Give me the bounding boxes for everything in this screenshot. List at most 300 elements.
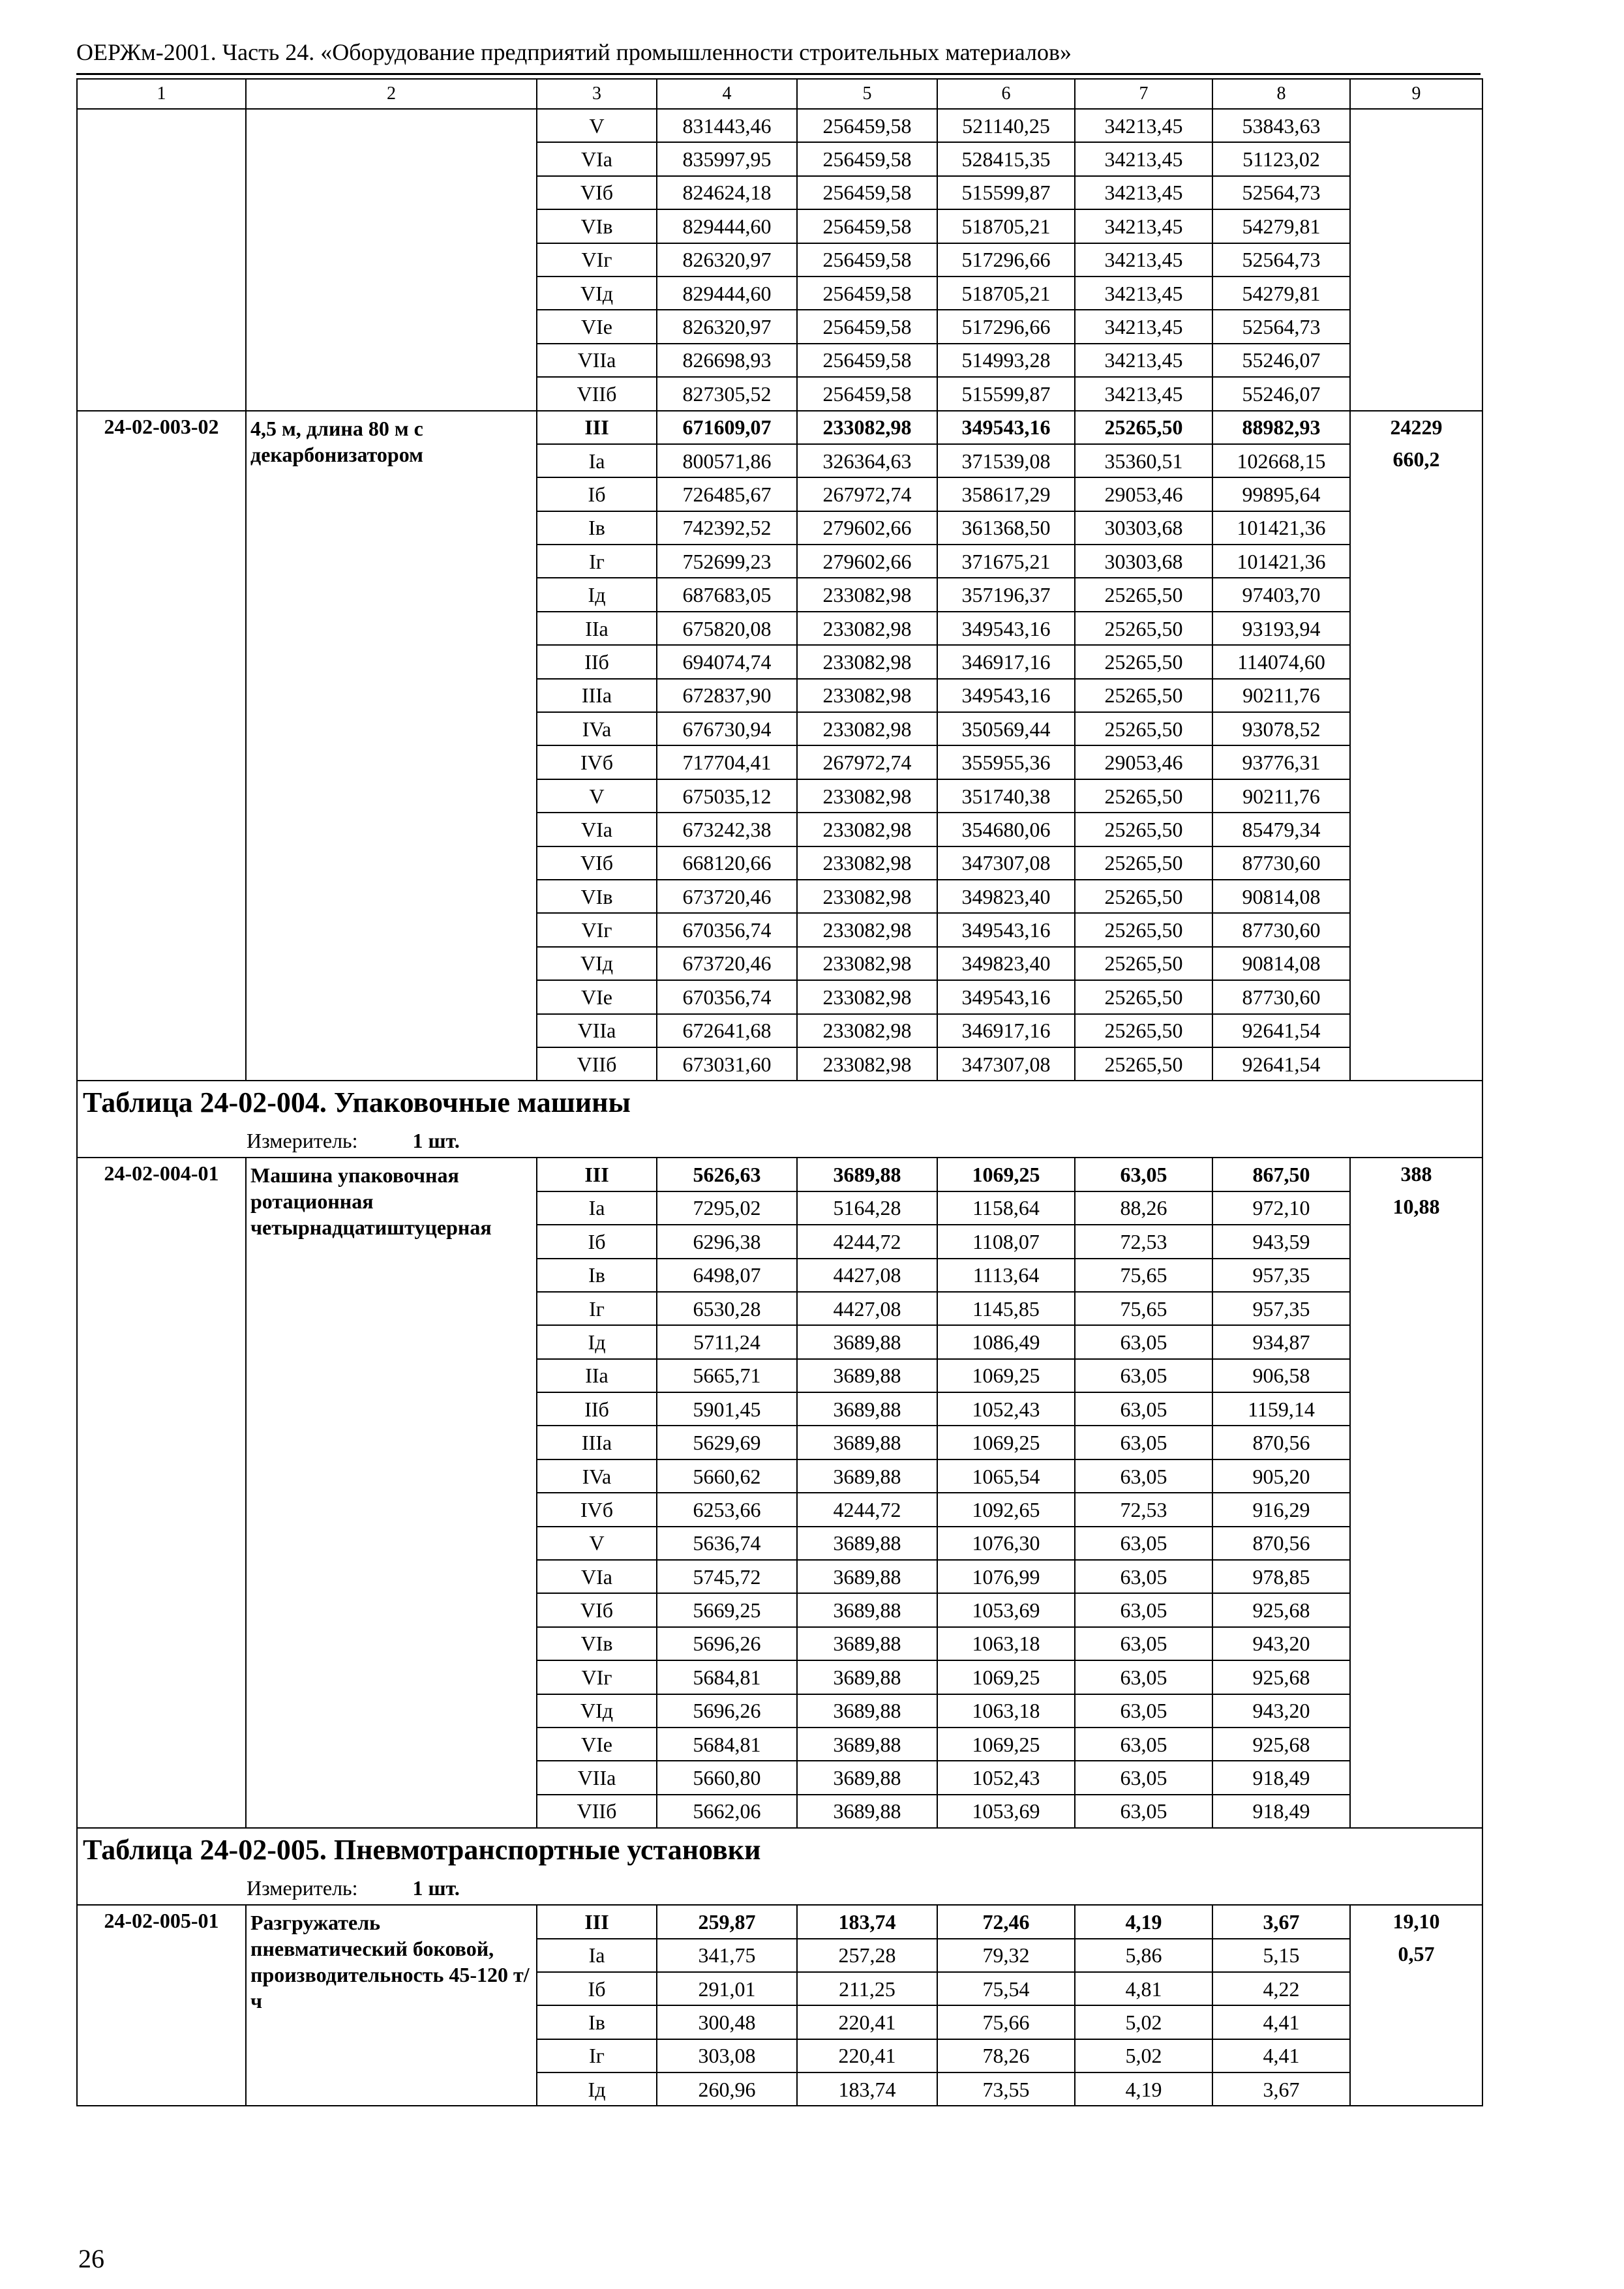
zone-code: Iд (537, 578, 657, 611)
value-cell: 25265,50 (1075, 612, 1212, 645)
value-cell: 6498,07 (657, 1259, 797, 1292)
value-cell: 75,66 (937, 2005, 1075, 2039)
unit-cell (77, 1872, 1482, 1905)
zone-code: VIIa (537, 1014, 657, 1047)
zone-code: Iб (537, 1972, 657, 2005)
value-cell: 291,01 (657, 1972, 797, 2005)
value-cell: 99895,64 (1212, 477, 1350, 511)
value-cell: 726485,67 (657, 477, 797, 511)
value-cell: 53843,63 (1212, 109, 1350, 142)
section-title: Таблица 24-02-005. Пневмотранспортные установки (77, 1828, 1482, 1872)
value-cell: 256459,58 (797, 109, 937, 142)
value-cell: 371539,08 (937, 444, 1075, 477)
zone-code: IVб (537, 745, 657, 779)
value-cell: 3689,88 (797, 1560, 937, 1593)
value-cell: 73,55 (937, 2072, 1075, 2106)
value-cell: 687683,05 (657, 578, 797, 611)
zone-code: VIд (537, 947, 657, 980)
value-cell: 517296,66 (937, 243, 1075, 277)
value-cell: 3689,88 (797, 1527, 937, 1560)
value-cell: 1159,14 (1212, 1392, 1350, 1426)
unit-cell (77, 1124, 1482, 1158)
column-number: 8 (1212, 79, 1350, 109)
value-cell: 63,05 (1075, 1158, 1212, 1191)
value-cell: 54279,81 (1212, 209, 1350, 243)
value-cell: 349823,40 (937, 880, 1075, 913)
extra-values (1350, 1158, 1482, 1828)
value-cell: 233082,98 (797, 679, 937, 712)
zone-code: Iб (537, 1225, 657, 1258)
value-cell: 72,53 (1075, 1493, 1212, 1526)
value-cell: 5636,74 (657, 1527, 797, 1560)
zone-code: Iд (537, 1325, 657, 1358)
value-cell: 673242,38 (657, 813, 797, 846)
value-cell: 233082,98 (797, 1047, 937, 1081)
section-title-row (77, 1828, 1482, 1872)
value-cell: 672641,68 (657, 1014, 797, 1047)
extra-value: 19,10 (1392, 1909, 1440, 1934)
value-cell: 35360,51 (1075, 444, 1212, 477)
value-cell: 347307,08 (937, 1047, 1075, 1081)
value-cell: 347307,08 (937, 846, 1075, 880)
zone-code: Ia (537, 1939, 657, 1972)
column-number-row (77, 79, 1482, 109)
value-cell: 1086,49 (937, 1325, 1075, 1358)
zone-code: VIе (537, 310, 657, 343)
column-number: 4 (657, 79, 797, 109)
value-cell: 1052,43 (937, 1392, 1075, 1426)
zone-code: VIб (537, 176, 657, 209)
value-cell: 256459,58 (797, 344, 937, 377)
value-cell: 233082,98 (797, 813, 937, 846)
zone-code: IIб (537, 645, 657, 678)
value-cell: 1065,54 (937, 1459, 1075, 1493)
value-cell: 34213,45 (1075, 377, 1212, 410)
value-cell: 34213,45 (1075, 142, 1212, 175)
value-cell: 326364,63 (797, 444, 937, 477)
value-cell: 1052,43 (937, 1761, 1075, 1794)
value-cell: 361368,50 (937, 511, 1075, 545)
zone-code: VIд (537, 1694, 657, 1728)
column-number: 7 (1075, 79, 1212, 109)
zone-code: VIв (537, 209, 657, 243)
value-cell: 63,05 (1075, 1728, 1212, 1761)
zone-code: VIд (537, 277, 657, 310)
value-cell: 3,67 (1212, 2072, 1350, 2106)
value-cell: 5,02 (1075, 2005, 1212, 2039)
value-cell: 1053,69 (937, 1795, 1075, 1828)
value-cell: 972,10 (1212, 1191, 1350, 1225)
zone-code: VIв (537, 1627, 657, 1660)
zone-code: Iв (537, 511, 657, 545)
value-cell: 5,02 (1075, 2039, 1212, 2072)
value-cell: 25265,50 (1075, 846, 1212, 880)
value-cell: 4427,08 (797, 1259, 937, 1292)
value-cell: 518705,21 (937, 277, 1075, 310)
value-cell: 3689,88 (797, 1694, 937, 1728)
value-cell: 354680,06 (937, 813, 1075, 846)
header-rule (76, 73, 1481, 75)
value-cell: 233082,98 (797, 846, 937, 880)
value-cell: 826698,93 (657, 344, 797, 377)
zone-code: VIб (537, 1593, 657, 1626)
column-number: 1 (77, 79, 246, 109)
value-cell: 25265,50 (1075, 779, 1212, 813)
zone-code: V (537, 109, 657, 142)
value-cell: 34213,45 (1075, 176, 1212, 209)
value-cell: 92641,54 (1212, 1014, 1350, 1047)
value-cell: 800571,86 (657, 444, 797, 477)
value-cell: 346917,16 (937, 1014, 1075, 1047)
value-cell: 3689,88 (797, 1158, 937, 1191)
value-cell: 673031,60 (657, 1047, 797, 1081)
table-row (77, 411, 1482, 444)
value-cell: 349543,16 (937, 612, 1075, 645)
value-cell: 5901,45 (657, 1392, 797, 1426)
value-cell: 371675,21 (937, 545, 1075, 578)
zone-code: VIIa (537, 344, 657, 377)
value-cell: 90814,08 (1212, 947, 1350, 980)
value-cell: 63,05 (1075, 1426, 1212, 1459)
value-cell: 25265,50 (1075, 578, 1212, 611)
value-cell: 72,53 (1075, 1225, 1212, 1258)
value-cell: 75,54 (937, 1972, 1075, 2005)
zone-code: VIIa (537, 1761, 657, 1794)
value-cell: 257,28 (797, 1939, 937, 1972)
value-cell: 1158,64 (937, 1191, 1075, 1225)
value-cell: 515599,87 (937, 377, 1075, 410)
page-header: ОЕРЖм-2001. Часть 24. «Оборудование предприятий промышленности строительных материалов» (76, 39, 1072, 65)
value-cell: 102668,15 (1212, 444, 1350, 477)
value-cell: 1069,25 (937, 1426, 1075, 1459)
value-cell: 521140,25 (937, 109, 1075, 142)
value-cell: 25265,50 (1075, 913, 1212, 946)
value-cell: 5,15 (1212, 1939, 1350, 1972)
value-cell: 233082,98 (797, 411, 937, 444)
value-cell: 256459,58 (797, 377, 937, 410)
zone-code: Iг (537, 2039, 657, 2072)
value-cell: 3689,88 (797, 1392, 937, 1426)
value-cell: 829444,60 (657, 209, 797, 243)
section-title-row (77, 1081, 1482, 1124)
value-cell: 349543,16 (937, 980, 1075, 1013)
value-cell: 831443,46 (657, 109, 797, 142)
zone-code: IVa (537, 712, 657, 745)
value-cell: 1069,25 (937, 1158, 1075, 1191)
value-cell: 259,87 (657, 1905, 797, 1938)
value-cell: 233082,98 (797, 980, 937, 1013)
zone-code: Ia (537, 444, 657, 477)
value-cell: 925,68 (1212, 1728, 1350, 1761)
value-cell: 957,35 (1212, 1292, 1350, 1325)
value-cell: 55246,07 (1212, 344, 1350, 377)
value-cell: 256459,58 (797, 243, 937, 277)
value-cell: 1069,25 (937, 1359, 1075, 1392)
zone-code: VIIб (537, 377, 657, 410)
value-cell: 978,85 (1212, 1560, 1350, 1593)
value-cell: 25265,50 (1075, 813, 1212, 846)
value-cell: 957,35 (1212, 1259, 1350, 1292)
value-cell: 829444,60 (657, 277, 797, 310)
value-cell: 267972,74 (797, 477, 937, 511)
rate-name: Машина упаковочная ротационная четырнадцатиштуцерная (246, 1158, 537, 1828)
extra-values (1350, 411, 1482, 1081)
value-cell: 279602,66 (797, 511, 937, 545)
value-cell: 4,81 (1075, 1972, 1212, 2005)
value-cell: 97403,70 (1212, 578, 1350, 611)
value-cell: 75,65 (1075, 1259, 1212, 1292)
value-cell: 835997,95 (657, 142, 797, 175)
value-cell: 4,19 (1075, 1905, 1212, 1938)
value-cell: 93193,94 (1212, 612, 1350, 645)
value-cell: 355955,36 (937, 745, 1075, 779)
value-cell: 870,56 (1212, 1426, 1350, 1459)
value-cell: 5696,26 (657, 1627, 797, 1660)
value-cell: 670356,74 (657, 980, 797, 1013)
value-cell: 63,05 (1075, 1392, 1212, 1426)
value-cell: 341,75 (657, 1939, 797, 1972)
zone-code: VIa (537, 1560, 657, 1593)
value-cell: 905,20 (1212, 1459, 1350, 1493)
column-number: 5 (797, 79, 937, 109)
table-body (77, 79, 1482, 2106)
value-cell: 1145,85 (937, 1292, 1075, 1325)
value-cell: 827305,52 (657, 377, 797, 410)
value-cell: 3689,88 (797, 1795, 937, 1828)
value-cell: 34213,45 (1075, 109, 1212, 142)
value-cell: 25265,50 (1075, 712, 1212, 745)
value-cell: 1069,25 (937, 1728, 1075, 1761)
value-cell: 25265,50 (1075, 645, 1212, 678)
value-cell: 5711,24 (657, 1325, 797, 1358)
value-cell: 25265,50 (1075, 880, 1212, 913)
value-cell: 233082,98 (797, 712, 937, 745)
zone-code: VIIб (537, 1047, 657, 1081)
value-cell: 25265,50 (1075, 1047, 1212, 1081)
value-cell: 63,05 (1075, 1660, 1212, 1694)
value-cell: 101421,36 (1212, 511, 1350, 545)
value-cell: 1063,18 (937, 1694, 1075, 1728)
value-cell: 233082,98 (797, 880, 937, 913)
value-cell: 55246,07 (1212, 377, 1350, 410)
value-cell: 233082,98 (797, 612, 937, 645)
value-cell: 1113,64 (937, 1259, 1075, 1292)
unit-label: Измеритель: (247, 1876, 358, 1900)
rate-name (246, 109, 537, 411)
zone-code: Ia (537, 1191, 657, 1225)
value-cell: 670356,74 (657, 913, 797, 946)
zone-code: IIIa (537, 1426, 657, 1459)
zone-code: VIIб (537, 1795, 657, 1828)
unit-value: 1 шт. (412, 1876, 460, 1900)
value-cell: 93078,52 (1212, 712, 1350, 745)
extra-value: 388 (1400, 1162, 1432, 1186)
value-cell: 211,25 (797, 1972, 937, 2005)
value-cell: 63,05 (1075, 1627, 1212, 1660)
extra-values (1350, 1905, 1482, 2106)
extra-value: 24229 (1390, 415, 1443, 439)
value-cell: 63,05 (1075, 1593, 1212, 1626)
value-cell: 518705,21 (937, 209, 1075, 243)
zone-code: VIг (537, 243, 657, 277)
value-cell: 34213,45 (1075, 310, 1212, 343)
extra-value: 660,2 (1392, 447, 1440, 471)
value-cell: 672837,90 (657, 679, 797, 712)
value-cell: 183,74 (797, 1905, 937, 1938)
value-cell: 351740,38 (937, 779, 1075, 813)
zone-code: Iд (537, 2072, 657, 2106)
table-row (77, 1158, 1482, 1191)
value-cell: 673720,46 (657, 880, 797, 913)
value-cell: 233082,98 (797, 1014, 937, 1047)
value-cell: 25265,50 (1075, 1014, 1212, 1047)
value-cell: 256459,58 (797, 310, 937, 343)
zone-code: Iв (537, 1259, 657, 1292)
value-cell: 824624,18 (657, 176, 797, 209)
value-cell: 3,67 (1212, 1905, 1350, 1938)
value-cell: 5660,62 (657, 1459, 797, 1493)
value-cell: 916,29 (1212, 1493, 1350, 1526)
value-cell: 92641,54 (1212, 1047, 1350, 1081)
value-cell: 357196,37 (937, 578, 1075, 611)
value-cell: 63,05 (1075, 1694, 1212, 1728)
value-cell: 52564,73 (1212, 176, 1350, 209)
value-cell: 233082,98 (797, 578, 937, 611)
value-cell: 528415,35 (937, 142, 1075, 175)
value-cell: 1069,25 (937, 1660, 1075, 1694)
value-cell: 51123,02 (1212, 142, 1350, 175)
value-cell: 34213,45 (1075, 344, 1212, 377)
value-cell: 906,58 (1212, 1359, 1350, 1392)
value-cell: 717704,41 (657, 745, 797, 779)
value-cell: 233082,98 (797, 947, 937, 980)
value-cell: 5,86 (1075, 1939, 1212, 1972)
value-cell: 5660,80 (657, 1761, 797, 1794)
zone-code: IIa (537, 1359, 657, 1392)
value-cell: 4,41 (1212, 2005, 1350, 2039)
zone-code: Iв (537, 2005, 657, 2039)
rate-name: 4,5 м, длина 80 м с декарбонизатором (246, 411, 537, 1081)
value-cell: 1076,99 (937, 1560, 1075, 1593)
value-cell: 5164,28 (797, 1191, 937, 1225)
value-cell: 25265,50 (1075, 411, 1212, 444)
value-cell: 943,20 (1212, 1627, 1350, 1660)
rate-code: 24-02-003-02 (77, 411, 246, 1081)
value-cell: 752699,23 (657, 545, 797, 578)
value-cell: 54279,81 (1212, 277, 1350, 310)
value-cell: 34213,45 (1075, 209, 1212, 243)
value-cell: 87730,60 (1212, 913, 1350, 946)
value-cell: 918,49 (1212, 1795, 1350, 1828)
value-cell: 5629,69 (657, 1426, 797, 1459)
value-cell: 256459,58 (797, 209, 937, 243)
value-cell: 3689,88 (797, 1593, 937, 1626)
value-cell: 220,41 (797, 2005, 937, 2039)
value-cell: 233082,98 (797, 645, 937, 678)
value-cell: 93776,31 (1212, 745, 1350, 779)
zone-code: Iг (537, 1292, 657, 1325)
value-cell: 34213,45 (1075, 277, 1212, 310)
value-cell: 78,26 (937, 2039, 1075, 2072)
value-cell: 349823,40 (937, 947, 1075, 980)
column-number: 9 (1350, 79, 1482, 109)
zone-code: III (537, 411, 657, 444)
unit-label: Измеритель: (247, 1129, 358, 1153)
value-cell: 676730,94 (657, 712, 797, 745)
value-cell: 63,05 (1075, 1527, 1212, 1560)
value-cell: 870,56 (1212, 1527, 1350, 1560)
zone-code: V (537, 779, 657, 813)
zone-code: VIг (537, 913, 657, 946)
value-cell: 4,41 (1212, 2039, 1350, 2072)
value-cell: 114074,60 (1212, 645, 1350, 678)
zone-code: IIIa (537, 679, 657, 712)
zone-code: III (537, 1905, 657, 1938)
value-cell: 943,59 (1212, 1225, 1350, 1258)
value-cell: 867,50 (1212, 1158, 1350, 1191)
value-cell: 25265,50 (1075, 679, 1212, 712)
value-cell: 88,26 (1075, 1191, 1212, 1225)
value-cell: 220,41 (797, 2039, 937, 2072)
zone-code: IVa (537, 1459, 657, 1493)
value-cell: 79,32 (937, 1939, 1075, 1972)
column-number: 3 (537, 79, 657, 109)
zone-code: VIб (537, 846, 657, 880)
value-cell: 5684,81 (657, 1660, 797, 1694)
value-cell: 5662,06 (657, 1795, 797, 1828)
unit-value: 1 шт. (412, 1129, 460, 1153)
value-cell: 358617,29 (937, 477, 1075, 511)
value-cell: 694074,74 (657, 645, 797, 678)
value-cell: 233082,98 (797, 779, 937, 813)
value-cell: 6253,66 (657, 1493, 797, 1526)
value-cell: 4427,08 (797, 1292, 937, 1325)
value-cell: 30303,68 (1075, 545, 1212, 578)
value-cell: 675820,08 (657, 612, 797, 645)
value-cell: 260,96 (657, 2072, 797, 2106)
value-cell: 183,74 (797, 2072, 937, 2106)
value-cell: 350569,44 (937, 712, 1075, 745)
table-row (77, 109, 1482, 142)
value-cell: 925,68 (1212, 1593, 1350, 1626)
zone-code: Iб (537, 477, 657, 511)
value-cell: 3689,88 (797, 1459, 937, 1493)
rate-code: 24-02-005-01 (77, 1905, 246, 2106)
value-cell: 52564,73 (1212, 310, 1350, 343)
value-cell: 72,46 (937, 1905, 1075, 1938)
value-cell: 1092,65 (937, 1493, 1075, 1526)
unit-row (77, 1872, 1482, 1905)
zone-code: IIб (537, 1392, 657, 1426)
value-cell: 7295,02 (657, 1191, 797, 1225)
value-cell: 675035,12 (657, 779, 797, 813)
value-cell: 303,08 (657, 2039, 797, 2072)
zone-code: VIе (537, 980, 657, 1013)
zone-code: Iг (537, 545, 657, 578)
value-cell: 52564,73 (1212, 243, 1350, 277)
value-cell: 4244,72 (797, 1225, 937, 1258)
value-cell: 349543,16 (937, 411, 1075, 444)
value-cell: 279602,66 (797, 545, 937, 578)
value-cell: 5696,26 (657, 1694, 797, 1728)
value-cell: 515599,87 (937, 176, 1075, 209)
value-cell: 256459,58 (797, 176, 937, 209)
zone-code: VIе (537, 1728, 657, 1761)
rates-table (76, 78, 1483, 2106)
value-cell: 87730,60 (1212, 980, 1350, 1013)
value-cell: 3689,88 (797, 1627, 937, 1660)
value-cell: 34213,45 (1075, 243, 1212, 277)
